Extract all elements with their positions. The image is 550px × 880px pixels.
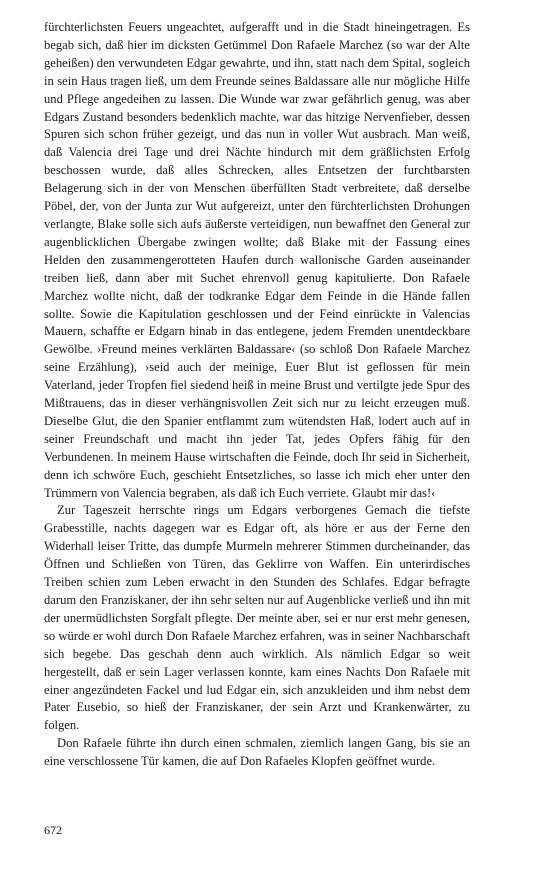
- paragraph-3: Don Rafaele führte ihn durch einen schmalen, ziemlich langen Gang, bis sie an eine verschlossene Tür kamen, die auf Don Rafaeles Klopfen geöffnet wurde.: [44, 736, 470, 769]
- page-body: [44, 19, 470, 771]
- paragraph-2: Zur Tageszeit herrschte rings um Edgars verborgenes Gemach die tiefste Grabesstille, nachts dagegen war es Edgar oft, als höre er aus der Ferne den Widerhall leiser Tritte, das dumpfe Murmeln mehrerer Stimmen durcheinander, das Öffnen und Schließen von Türen, das Geklirre von Waffen. Ein unterirdisches Treiben schien zum Leben erwacht in den Stunden des Schlafes. Edgar befragte darum den Franziskaner, der ihn sehr selten nur auf Augenblicke verließ und ihn mit der unermüdlichsten Sorgfalt pflegte. Der meinte aber, sei er nur erst mehr genesen, so würde er wohl durch Don Rafaele Marchez erfahren, was in seiner Nachbarschaft sich begebe. Das geschah denn auch wirklich. Als nämlich Edgar so weit hergestellt, daß er sein Lager verlassen konnte, kam eines Nachts Don Rafaele mit einer angezündeten Fackel und lud Edgar ein, sich anzukleiden und ihm nebst dem Pater Eusebio, so hieß der Franziskaner, der sein Arzt und Krankenwärter, zu folgen.: [44, 503, 470, 733]
- paragraph-1: fürchterlichsten Feuers ungeachtet, aufgerafft und in die Stadt hineingetragen. Es begab sich, daß hier im dicksten Getümmel Don Rafaele Marchez (so war der Alte geheißen) den verwundeten Edgar gewahrte, und ihn, statt nach dem Spital, sogleich in sein Haus tragen ließ, um dem Freunde seines Baldassare alle nur mögliche Hilfe und Pflege angedeihen zu lassen. Die Wunde war zwar gefährlich genug, was aber Edgars Zustand besonders bedenklich machte, war das hitzige Nervenfieber, dessen Spuren sich schon früher gezeigt, und das nun in voller Wut ausbrach. Man weiß, daß Valencia drei Tage und drei Nächte hindurch mit dem gräßlichsten Erfolg beschossen wurde, daß alles Schrecken, alles Entsetzen der furchtbarsten Belagerung sich in der von Menschen überfüllten Stadt verbreitete, daß derselbe Pöbel, der, von der Junta zur Wut aufgereizt, unter den fürchterlichsten Drohungen verlangte, Blake solle sich aufs äußerste verteidigen, nun bewaffnet den General zur augenblicklichen Übergabe zwingen wollte; daß Blake mit der Fassung eines Helden den zusammengerotteten Haufen durch wallonische Garden auseinander treiben ließ, dann aber mit Suchet ehrenvoll genug kapitulierte. Don Rafaele Marchez wollte nicht, daß der todkranke Edgar dem Feinde in die Hände fallen sollte. Sowie die Kapitulation geschlossen und der Feind einrückte in Valencias Mauern, schaffte er Edgarn hinab in das entlegene, jedem Fremden unentdeckbare Gewölbe. ›Freund meines verklärten Baldassare‹ (so schloß Don Rafaele Marchez seine Erzählung), ›seid auch der meinige, Euer Blut ist geflossen für mein Vaterland, jeder Tropfen fiel siedend heiß in meine Brust und vertilgte jede Spur des Mißtrauens, das in dieser verhängnisvollen Zeit sich nur zu leicht erzeugen muß. Dieselbe Glut, die den Spanier entflammt zum wütendsten Haß, lodert auch auf in seiner Freundschaft und macht ihn jeder Tat, jedes Opfers fähig für den Verbundenen. In meinem Hause wirtschaften die Feinde, doch Ihr seid in Sicherheit, denn ich schwöre Euch, geschieht Entsetzliches, so lasse ich mich eher unter den Trümmern von Valencia begraben, als daß ich Euch verriete. Glaubt mir das!‹: [44, 20, 470, 500]
- page-number: 672: [44, 823, 62, 837]
